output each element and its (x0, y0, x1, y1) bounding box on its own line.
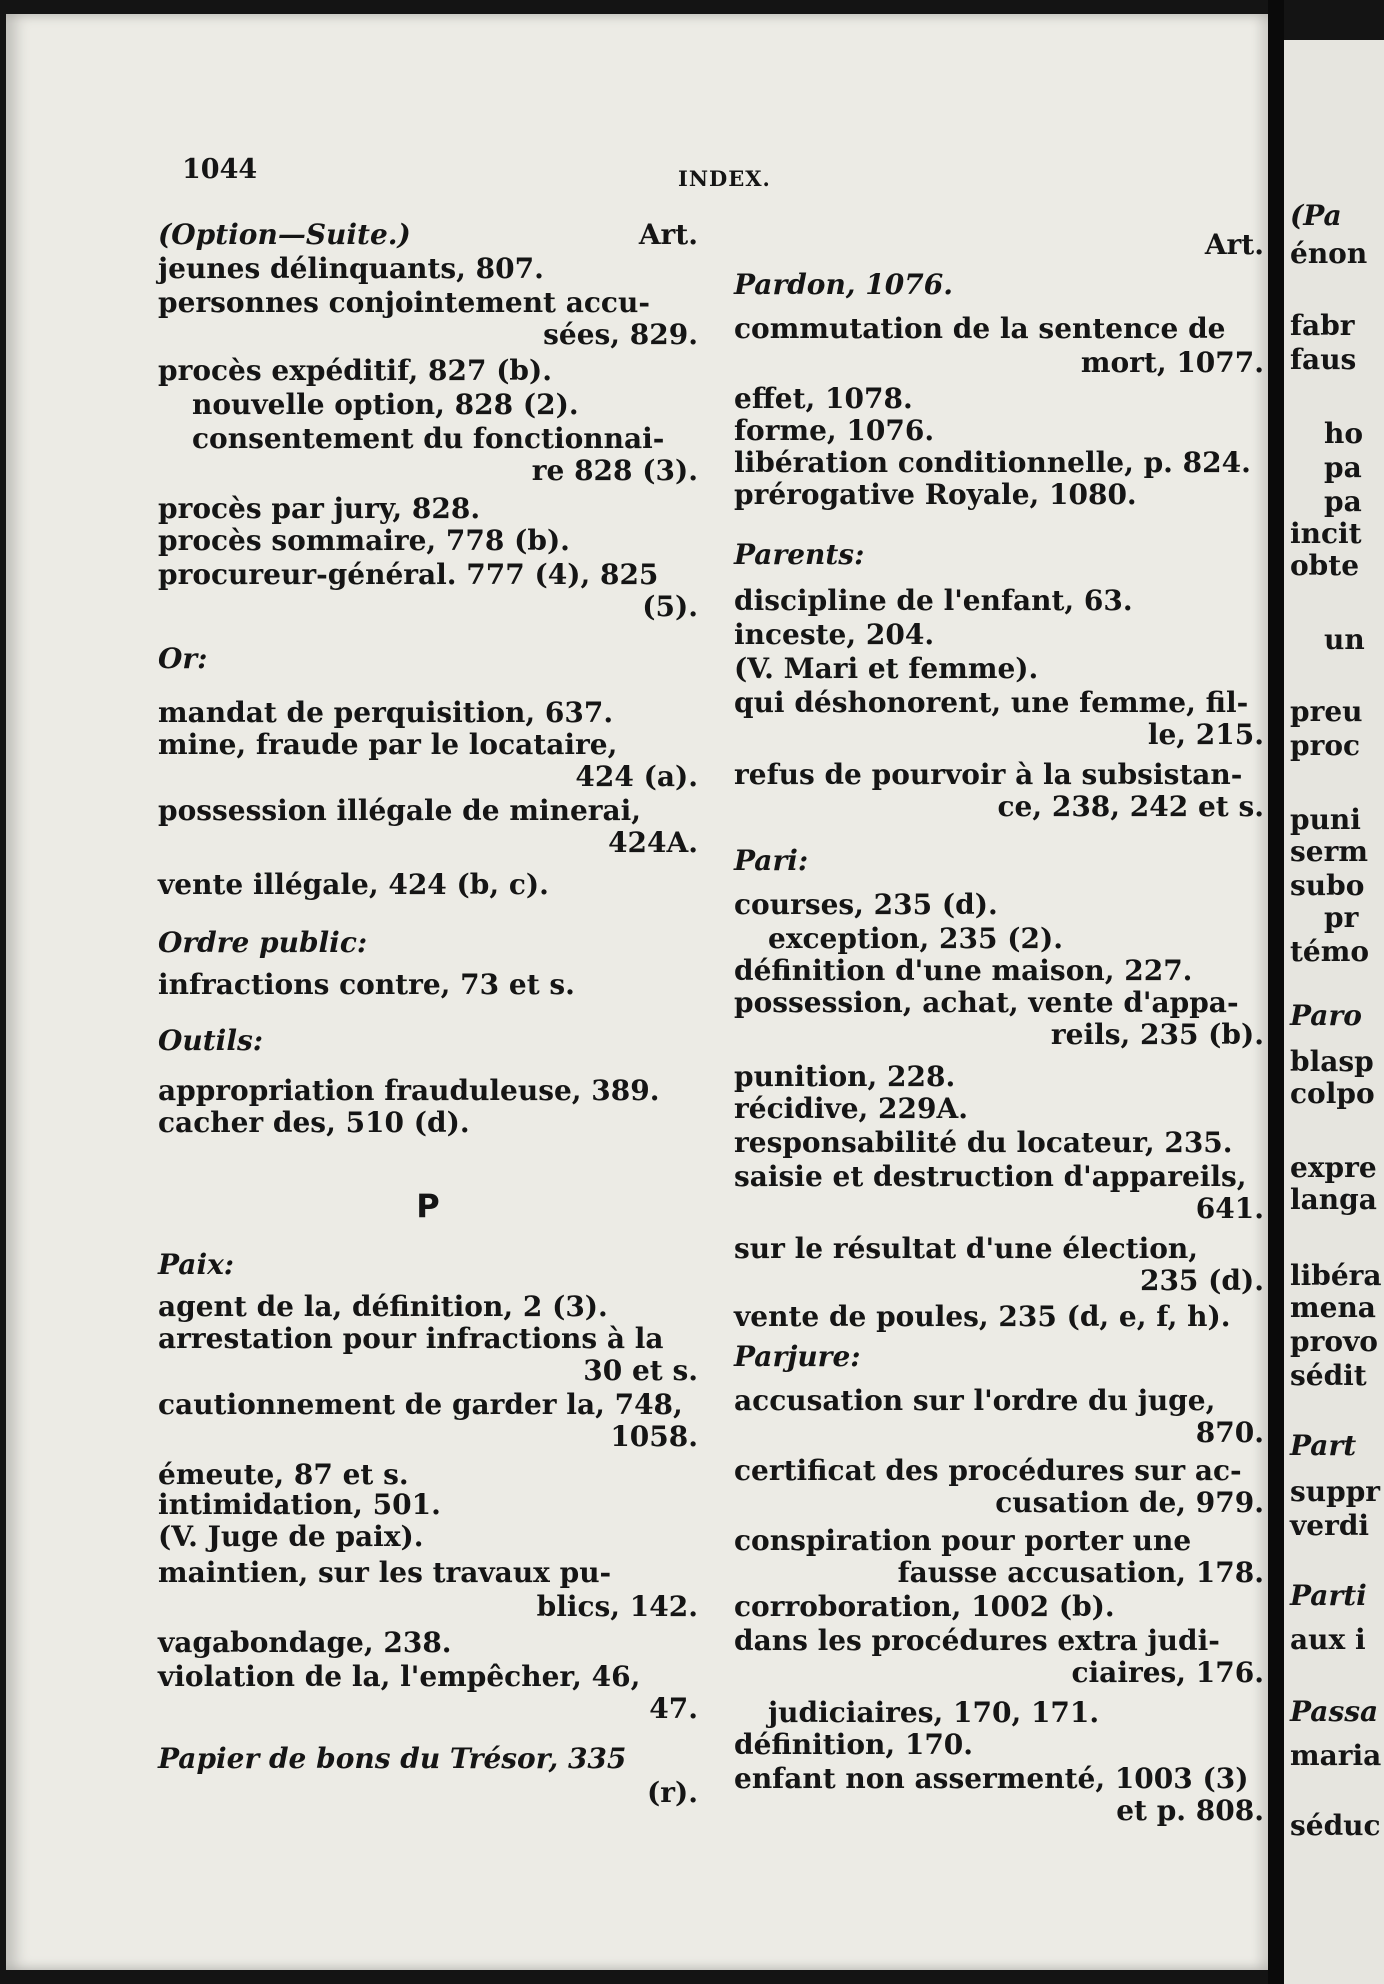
index-entry: corroboration, 1002 (b). (734, 1590, 1115, 1623)
index-heading: (Option—Suite.) (158, 218, 411, 251)
fragment: obte (1290, 549, 1360, 582)
index-entry-cont: ciaires, 176. (1071, 1656, 1264, 1689)
page-header-title: INDEX. (678, 166, 771, 191)
index-entry-cont: 424 (a). (575, 760, 698, 793)
fragment: incit (1290, 517, 1362, 550)
fragment: subo (1290, 869, 1365, 902)
index-entry-cont: le, 215. (1147, 718, 1264, 751)
fragment: faus (1290, 343, 1357, 376)
fragment: Passa (1290, 1695, 1379, 1728)
index-heading: Paix: (158, 1248, 235, 1281)
index-entry: possession illégale de minerai, (158, 794, 642, 827)
fragment: blasp (1290, 1045, 1374, 1078)
index-subentry: consentement du fonctionnai- (192, 422, 665, 455)
index-entry: jeunes délinquants, 807. (158, 252, 544, 285)
index-entry: inceste, 204. (734, 618, 935, 651)
index-heading: Papier de bons du Trésor, 335 (158, 1742, 627, 1775)
index-entry: définition d'une maison, 227. (734, 954, 1193, 987)
fragment: verdi (1290, 1509, 1370, 1542)
index-entry: maintien, sur les travaux pu- (158, 1556, 612, 1589)
fragment: témo (1290, 935, 1370, 968)
index-entry-cont: 30 et s. (583, 1354, 698, 1387)
index-entry-cont: 47. (649, 1692, 698, 1725)
index-entry: (V. Juge de paix). (158, 1520, 424, 1553)
index-entry: conspiration pour porter une (734, 1524, 1192, 1557)
index-entry: procureur-général. 777 (4), 825 (158, 558, 659, 591)
art-label: Art. (1204, 228, 1264, 261)
index-entry: refus de pourvoir à la subsistan- (734, 758, 1243, 791)
index-entry-cont: (r). (647, 1776, 698, 1809)
book-page (6, 14, 1268, 1970)
fragment: Part (1290, 1429, 1357, 1462)
index-entry-cont: mort, 1077. (1080, 346, 1264, 379)
index-entry: certificat des procédures sur ac- (734, 1454, 1242, 1487)
fragment: provo (1290, 1325, 1378, 1358)
index-heading: Ordre public: (158, 926, 368, 959)
index-entry-cont: cusation de, 979. (995, 1486, 1264, 1519)
fragment: (Pa (1290, 199, 1342, 232)
index-entry-cont: fausse accusation, 178. (897, 1556, 1264, 1589)
index-entry: dans les procédures extra judi- (734, 1624, 1220, 1657)
index-entry-cont: 424A. (608, 826, 698, 859)
index-entry: punition, 228. (734, 1060, 956, 1093)
index-entry: enfant non assermenté, 1003 (3) (734, 1762, 1249, 1795)
fragment: séduc (1290, 1809, 1381, 1842)
fragment: énon (1290, 237, 1368, 270)
index-entry: possession, achat, vente d'appa- (734, 986, 1239, 1019)
fragment: un (1324, 623, 1365, 656)
index-heading: Or: (158, 642, 208, 675)
fragment: suppr (1290, 1475, 1381, 1508)
index-entry: violation de la, l'empêcher, 46, (158, 1660, 641, 1693)
index-entry: intimidation, 501. (158, 1488, 441, 1521)
index-heading: Parjure: (734, 1340, 861, 1373)
index-entry: commutation de la sentence de (734, 312, 1226, 345)
index-entry: émeute, 87 et s. (158, 1458, 409, 1491)
index-entry: arrestation pour infractions à la (158, 1322, 664, 1355)
index-entry-cont: blics, 142. (536, 1590, 698, 1623)
index-subentry: exception, 235 (2). (768, 922, 1063, 955)
index-entry: sur le résultat d'une élection, (734, 1232, 1198, 1265)
fragment: maria (1290, 1739, 1382, 1772)
fragment: fabr (1290, 309, 1355, 342)
index-entry: définition, 170. (734, 1728, 974, 1761)
fragment: Parti (1290, 1579, 1367, 1612)
fragment: pa (1324, 485, 1362, 518)
fragment: aux i (1290, 1623, 1366, 1656)
index-entry: appropriation frauduleuse, 389. (158, 1074, 660, 1107)
index-entry: procès sommaire, 778 (b). (158, 524, 570, 557)
fragment: sédit (1290, 1359, 1367, 1392)
index-entry: forme, 1076. (734, 414, 935, 447)
index-entry-cont: reils, 235 (b). (1050, 1018, 1264, 1051)
index-entry: personnes conjointement accu- (158, 286, 650, 319)
fragment: pa (1324, 451, 1362, 484)
index-subentry: nouvelle option, 828 (2). (192, 388, 579, 421)
index-entry: procès par jury, 828. (158, 492, 481, 525)
fragment: pr (1324, 901, 1359, 934)
index-entry: procès expéditif, 827 (b). (158, 354, 553, 387)
index-entry: vagabondage, 238. (158, 1626, 452, 1659)
index-entry-cont: (5). (642, 590, 698, 623)
index-entry: prérogative Royale, 1080. (734, 478, 1137, 511)
page-number: 1044 (182, 154, 258, 185)
index-entry: cacher des, 510 (d). (158, 1106, 470, 1139)
index-entry-cont: 1058. (610, 1420, 698, 1453)
book-gutter (1268, 0, 1284, 1984)
index-entry: vente de poules, 235 (d, e, f, h). (734, 1300, 1231, 1333)
fragment: Paro (1290, 999, 1362, 1032)
fragment: ho (1324, 417, 1364, 450)
fragment: proc (1290, 729, 1361, 762)
index-entry: (V. Mari et femme). (734, 652, 1039, 685)
index-entry: récidive, 229A. (734, 1092, 968, 1125)
index-entry-cont: sées, 829. (543, 318, 698, 351)
index-entry: effet, 1078. (734, 382, 913, 415)
index-entry: accusation sur l'ordre du juge, (734, 1384, 1216, 1417)
index-heading: Pari: (734, 844, 809, 877)
index-entry: discipline de l'enfant, 63. (734, 584, 1133, 617)
fragment: colpo (1290, 1077, 1375, 1110)
index-heading: Outils: (158, 1024, 264, 1057)
fragment: expre (1290, 1151, 1377, 1184)
index-entry: cautionnement de garder la, 748, (158, 1388, 683, 1421)
index-entry: vente illégale, 424 (b, c). (158, 868, 549, 901)
index-entry-cont: re 828 (3). (531, 454, 698, 487)
index-heading: Pardon, 1076. (734, 268, 953, 301)
art-label: Art. (638, 218, 698, 251)
index-entry: qui déshonorent, une femme, fil- (734, 686, 1249, 719)
index-entry-cont: et p. 808. (1116, 1794, 1264, 1827)
index-entry: mine, fraude par le locataire, (158, 728, 618, 761)
index-entry: agent de la, définition, 2 (3). (158, 1290, 608, 1323)
index-entry: saisie et destruction d'appareils, (734, 1160, 1247, 1193)
index-entry-cont: 235 (d). (1139, 1264, 1264, 1297)
fragment: mena (1290, 1291, 1376, 1324)
adjacent-page-edge (1284, 40, 1384, 1984)
index-entry: courses, 235 (d). (734, 888, 998, 921)
index-entry-cont: ce, 238, 242 et s. (997, 790, 1264, 823)
section-letter: P (416, 1187, 440, 1225)
index-subentry: judiciaires, 170, 171. (768, 1696, 1100, 1729)
fragment: langa (1290, 1183, 1377, 1216)
index-heading: Parents: (734, 538, 865, 571)
index-entry-cont: 870. (1195, 1416, 1264, 1449)
fragment: libéra (1290, 1259, 1382, 1292)
fragment: serm (1290, 835, 1368, 868)
fragment: puni (1290, 803, 1361, 836)
index-entry: mandat de perquisition, 637. (158, 696, 614, 729)
index-entry: libération conditionnelle, p. 824. (734, 446, 1251, 479)
index-entry: infractions contre, 73 et s. (158, 968, 575, 1001)
index-entry: responsabilité du locateur, 235. (734, 1126, 1233, 1159)
index-entry-cont: 641. (1195, 1192, 1264, 1225)
fragment: preu (1290, 695, 1363, 728)
